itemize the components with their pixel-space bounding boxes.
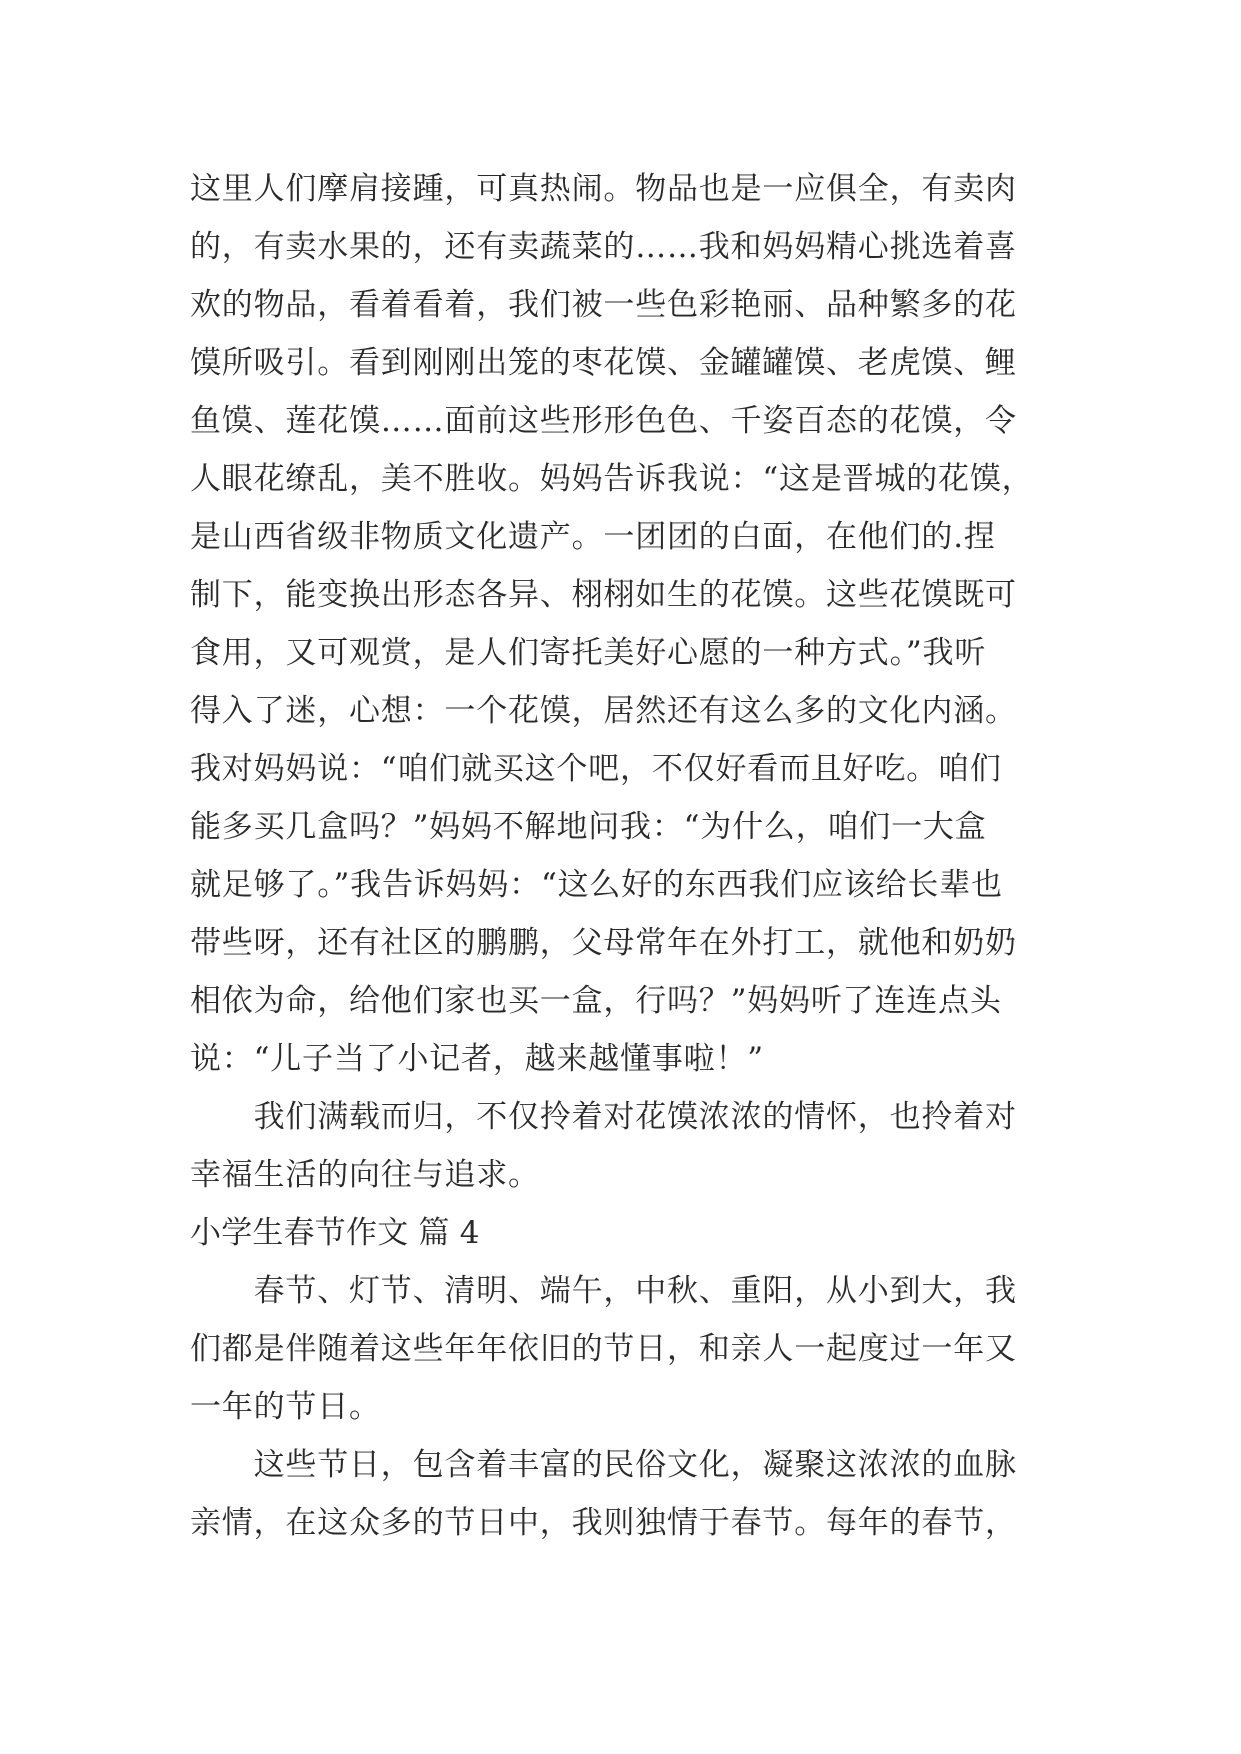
text-line: 相依为命，给他们家也买一盒，行吗？”妈妈听了连连点头	[190, 983, 1002, 1019]
section-heading: 小学生春节作文 篇 4	[190, 1215, 480, 1251]
text-line: 这里人们摩肩接踵，可真热闹。物品也是一应俱全，有卖肉	[190, 171, 1017, 207]
text-line: 食用，又可观赏，是人们寄托美好心愿的一种方式。”我听	[190, 635, 987, 671]
text-line: 鱼馍、莲花馍……面前这些形形色色、千姿百态的花馍，令	[190, 403, 1017, 439]
essay-body	[190, 160, 1070, 1552]
paragraph-start-line: 这些节日，包含着丰富的民俗文化，凝聚这浓浓的血脉	[190, 1447, 1017, 1483]
text-line: 幸福生活的向往与追求。	[190, 1157, 540, 1193]
text-line: 亲情，在这众多的节日中，我则独情于春节。每年的春节，	[190, 1505, 1017, 1541]
text-line: 说：“儿子当了小记者，越来越懂事啦！”	[190, 1041, 764, 1077]
text-line: 馍所吸引。看到刚刚出笼的枣花馍、金罐罐馍、老虎馍、鲤	[190, 345, 1017, 381]
text-line: 欢的物品，看着看着，我们被一些色彩艳丽、品种繁多的花	[190, 287, 1017, 323]
paragraph-start-line: 春节、灯节、清明、端午，中秋、重阳，从小到大，我	[190, 1273, 1017, 1309]
text-line: 就足够了。”我告诉妈妈：“这么好的东西我们应该给长辈也	[190, 867, 1003, 903]
text-line: 得入了迷，心想：一个花馍，居然还有这么多的文化内涵。	[190, 693, 1017, 729]
text-line: 制下，能变换出形态各异、栩栩如生的花馍。这些花馍既可	[190, 577, 1017, 613]
text-line: 带些呀，还有社区的鹏鹏，父母常年在外打工，就他和奶奶	[190, 925, 1017, 961]
text-line: 我对妈妈说：“咱们就买这个吧，不仅好看而且好吃。咱们	[190, 751, 1002, 787]
paragraph-start-line: 我们满载而归，不仅拎着对花馍浓浓的情怀，也拎着对	[190, 1099, 1017, 1135]
text-line: 能多买几盒吗？”妈妈不解地问我：“为什么，咱们一大盒	[190, 809, 987, 845]
text-line: 的，有卖水果的，还有卖蔬菜的……我和妈妈精心挑选着喜	[190, 229, 1017, 265]
text-line: 一年的节日。	[190, 1389, 381, 1425]
text-line: 们都是伴随着这些年年依旧的节日，和亲人一起度过一年又	[190, 1331, 1017, 1367]
text-line: 是山西省级非物质文化遗产。一团团的白面，在他们的.捏	[190, 519, 996, 555]
text-line: 人眼花缭乱，美不胜收。妈妈告诉我说：“这是晋城的花馍，	[190, 461, 1034, 497]
